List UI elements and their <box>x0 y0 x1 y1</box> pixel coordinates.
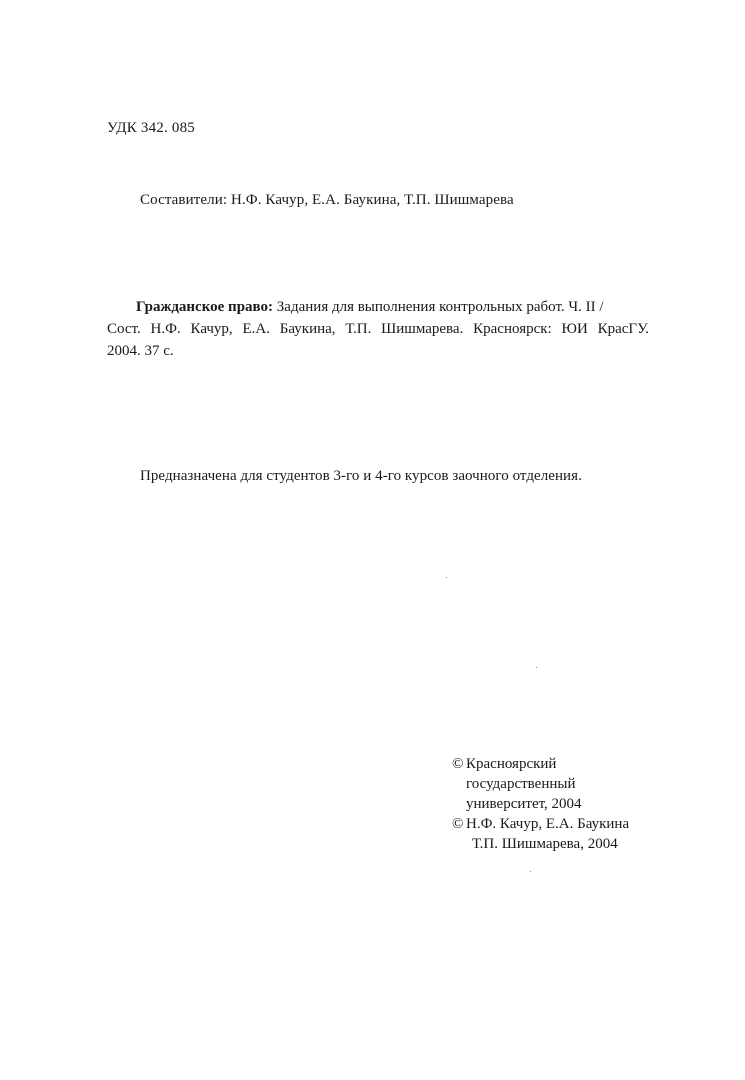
copyright-line-1 <box>452 754 629 774</box>
copyright-line-2: государственный <box>466 776 576 792</box>
udk-code: УДК 342. 085 <box>107 120 195 136</box>
bibliographic-citation <box>107 297 649 363</box>
scan-speck <box>446 577 447 578</box>
copyright-authors: Н.Ф. Качур, Е.А. Баукина <box>466 816 630 832</box>
copyright-line-4 <box>452 814 629 834</box>
citation-title: Гражданское право: <box>136 299 274 315</box>
scan-speck <box>536 667 537 668</box>
copyright-line-5: Т.П. Шишмарева, 2004 <box>472 836 618 852</box>
purpose-statement: Предназначена для студентов 3-го и 4-го курсов заочного отделения. <box>140 468 582 484</box>
citation-line-1 <box>107 297 649 319</box>
scan-speck <box>530 871 531 872</box>
citation-line-3: 2004. 37 с. <box>107 343 174 359</box>
copyright-line-3: университет, 2004 <box>466 796 582 812</box>
compilers-line: Составители: Н.Ф. Качур, Е.А. Баукина, Т.П. Шишмарева <box>140 192 514 208</box>
copyright-block <box>452 754 629 854</box>
citation-line-2: Сост. Н.Ф. Качур, Е.А. Баукина, Т.П. Шишмарева. Красноярск: ЮИ КрасГУ. <box>107 321 649 337</box>
copyright-symbol: © <box>452 756 464 772</box>
copyright-university-name-1: Красноярский <box>466 756 557 772</box>
citation-line-1-rest: Задания для выполнения контрольных работ. Ч. II / <box>273 299 604 315</box>
copyright-symbol: © <box>452 816 464 832</box>
